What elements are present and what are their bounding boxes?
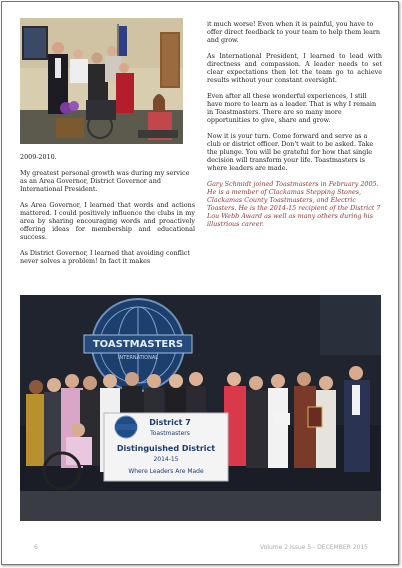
banner-award: Distinguished District: [116, 444, 216, 453]
banner-district: District 7: [149, 418, 191, 427]
right-text-column: [207, 20, 382, 236]
banner-tagline: Where Leaders Are Made: [128, 468, 204, 475]
group-photo: [20, 295, 381, 521]
paragraph: 2009-2010.: [20, 153, 57, 161]
paragraph: As International President, I learned to lead with directness and compassion. A leader needs to set clear expectations then let the team go to achieve results without your constant oversight.: [207, 52, 382, 84]
banner-year: 2014-15: [153, 456, 179, 463]
paragraph: As Area Governor, I learned that words and actions mattered. I could positively influence the clubs in my area by sharing encouraging words and proactively offering ideas for membership and educational success.: [20, 201, 195, 241]
paragraph: it much worse! Even when it is painful, you have to offer direct feedback to your team to help them learn and grow.: [207, 20, 381, 44]
issue-info: Volume 2 Issue 5 - DECEMBER 2015: [260, 544, 368, 551]
paragraph: As District Governor, I learned that avoiding conflict never solves a problem! In fact it makes: [20, 249, 191, 265]
paragraph: Even after all these wonderful experiences, I still have more to learn as a leader. That is why I remain in Toastmasters. There are so many more opportunities to give, share and grow.: [207, 92, 377, 124]
banner-org: Toastmasters: [150, 430, 190, 437]
award-ceremony-photo: [20, 18, 183, 144]
author-bio: Gary Schmidt joined Toastmasters in February 2005. He is a member of Clackamas Stepping Stones, Clackamas County Toastmasters, and Electric Toasters. He is the 2014-15 recipient of the District 7 Lou Webb Award as well as many others during his illustrious career.: [207, 180, 381, 228]
page-number: 6: [34, 544, 38, 551]
left-text-column: [20, 153, 195, 273]
paragraph: Now it is your turn. Come forward and serve as a club or district officer. Don't wait to be asked. Take the plunge. You will be grateful for how that single decision will transform your life. Toastmasters is where leaders are made.: [207, 132, 374, 172]
logo-subtitle: INTERNATIONAL: [117, 355, 159, 361]
paragraph: My greatest personal growth was during my service as an Area Governor, District Governor and International President.: [20, 169, 190, 193]
logo-title: TOASTMASTERS: [92, 339, 184, 350]
